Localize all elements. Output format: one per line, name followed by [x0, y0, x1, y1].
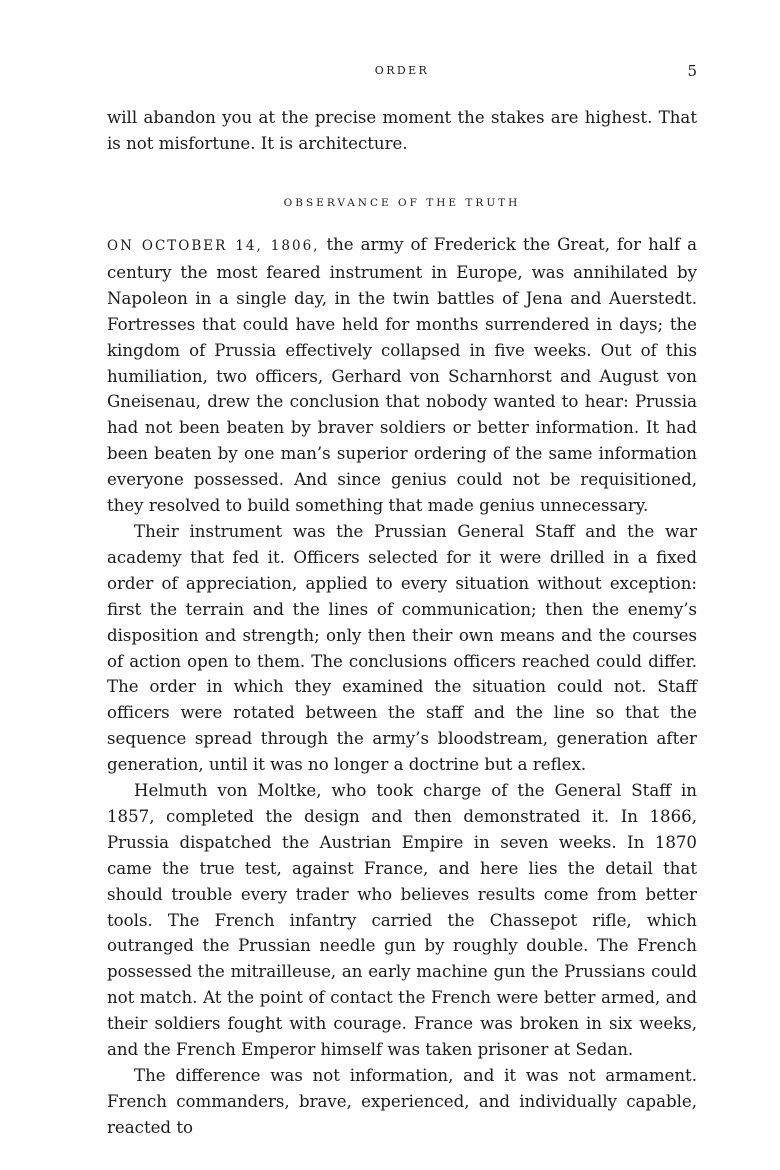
section-heading: OBSERVANCE OF THE TRUTH — [283, 197, 521, 209]
carryover-text-block — [107, 105, 697, 157]
paragraph-2: Their instrument was the Prussian General Staff and the war academy that fed it. Officers selected for it were drilled in a fixed order of appreciation, applied to every situation without exception: first the terrain and the lines of communication; then the enemy’s disposition and strength; only then their own means and the courses of action open to them. The conclusions officers reached could differ. The order in which they examined the situation could not. Staff officers were rotated between the staff and the line so that the sequence spread through the army’s bloodstream, generation after generation, until it was no longer a doctrine but a reflex. — [107, 521, 697, 775]
paragraph-4: The difference was not information, and it was not armament. French commanders, brave, experienced, and individually capable, reacted to — [107, 1066, 697, 1137]
carryover-paragraph: will abandon you at the precise moment the stakes are highest. That is not misfortune. It is architecture. — [107, 108, 697, 153]
paragraph-3: Helmuth von Moltke, who took charge of the General Staff in 1857, completed the design and then demonstrated it. In 1866, Prussia dispatched the Austrian Empire in seven weeks. In 1870 came the true test, against France, and here lies the detail that should trouble every trader who believes results come from better tools. The French infantry carried the Chassepot rifle, which outranged the Prussian needle gun by roughly double. The French possessed the mitrailleuse, an early machine gun the Prussians could not match. At the point of contact the French were better armed, and their soldiers fought with courage. France was broken in six weeks, and the French Emperor himself was taken prisoner at Sedan. — [107, 781, 697, 1060]
paragraph-1-text: the army of Frederick the Great, for half a century the most feared instrument in Europe, was annihilated by Napoleon in a single day, in the twin battles of Jena and Auerstedt. Fortresses that could have held for months surrendered in days; the kingdom of Prussia effectively collapsed in five weeks. Out of this humiliation, two officers, Gerhard von Scharnhorst and August von Gneisenau, drew the conclusion that nobody wanted to hear: Prussia had not been beaten by braver soldiers or better information. It had been beaten by one man’s superior ordering of the same information everyone possessed. And since genius could not be requisitioned, they resolved to build something that made genius unnecessary. — [107, 235, 697, 516]
page-number: 5 — [687, 62, 697, 80]
running-head — [107, 62, 697, 80]
section-body — [107, 232, 697, 1141]
lead-in-small-caps: ON OCTOBER 14, 1806, — [107, 238, 320, 254]
running-title: ORDER — [374, 64, 430, 77]
paragraph-1 — [107, 232, 697, 519]
